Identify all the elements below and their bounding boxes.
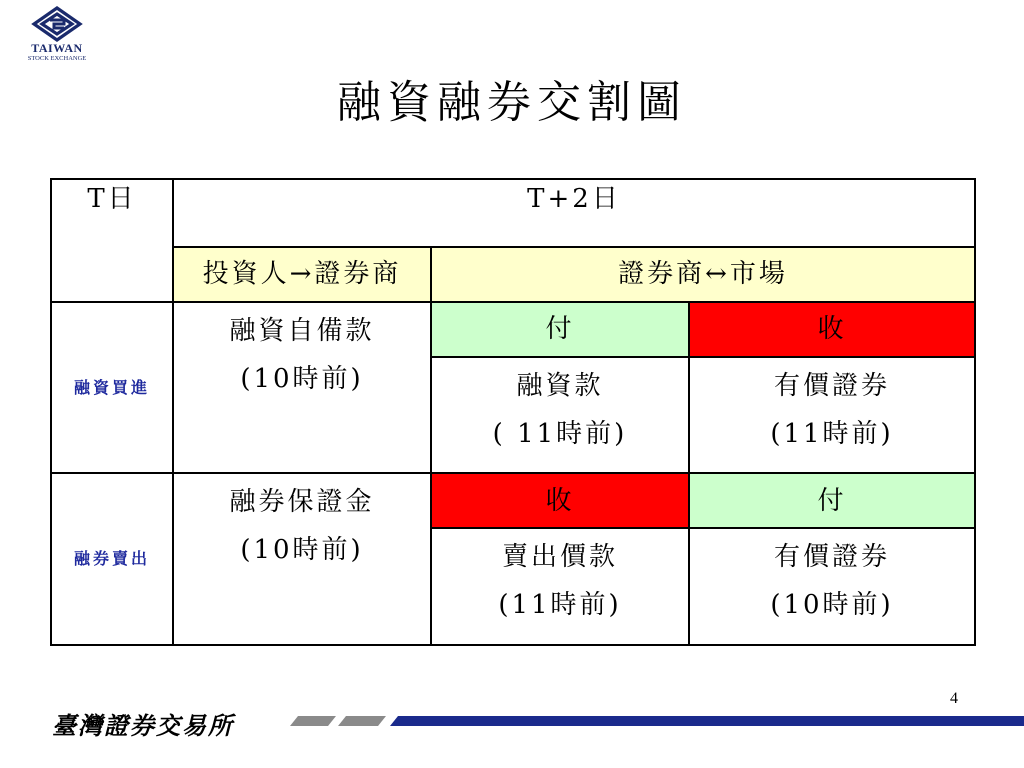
short-sell-investor-time: (10時前) [240, 535, 364, 566]
margin-buy-broker-cell [431, 357, 689, 474]
row-label-short-sell: 融券賣出 [51, 473, 173, 645]
footer-bar-segment-1 [290, 716, 336, 726]
margin-buy-broker-time: ( 11時前) [492, 418, 628, 449]
short-sell-broker-cell [431, 528, 689, 645]
short-sell-broker-action: 收 [431, 473, 689, 528]
twse-logo-icon [28, 6, 86, 42]
short-sell-market-item: 有價證券 [773, 542, 890, 573]
logo [22, 6, 92, 63]
margin-buy-investor-time: (10時前) [240, 363, 364, 394]
margin-buy-market-action: 收 [689, 302, 975, 357]
margin-buy-broker-item: 融資款 [516, 370, 604, 401]
header-broker-market: 證券商↔市場 [431, 247, 975, 302]
footer-bar-segment-2 [338, 716, 386, 726]
logo-text-taiwan: TAIWAN [31, 41, 83, 55]
margin-buy-market-time: (11時前) [770, 418, 894, 449]
page-title: 融資融券交割圖 [337, 77, 687, 128]
short-sell-market-time: (10時前) [770, 590, 894, 621]
margin-buy-investor-cell [173, 302, 431, 474]
margin-buy-market-cell [689, 357, 975, 474]
short-sell-market-cell [689, 528, 975, 645]
short-sell-broker-item: 賣出價款 [501, 542, 618, 573]
margin-buy-market-item: 有價證券 [773, 370, 890, 401]
header-t-day: T日 [51, 179, 173, 302]
header-investor-broker: 投資人→證券商 [173, 247, 431, 302]
page-number: 4 [950, 690, 958, 707]
footer-decorative-bars [288, 716, 1024, 728]
margin-buy-investor-item: 融資自備款 [229, 315, 375, 346]
row-label-margin-buy: 融資買進 [51, 302, 173, 474]
short-sell-broker-time: (11時前) [498, 590, 622, 621]
short-sell-investor-cell [173, 473, 431, 645]
header-t2-day: T+2日 [173, 179, 975, 247]
margin-buy-broker-action: 付 [431, 302, 689, 357]
logo-text-stock-exchange: STOCK EXCHANGE [27, 55, 87, 62]
short-sell-investor-item: 融券保證金 [229, 487, 375, 518]
footer-bar-segment-3 [390, 716, 1024, 726]
footer-label: 臺灣證券交易所 [52, 711, 234, 740]
short-sell-market-action: 付 [689, 473, 975, 528]
settlement-table [50, 178, 976, 646]
